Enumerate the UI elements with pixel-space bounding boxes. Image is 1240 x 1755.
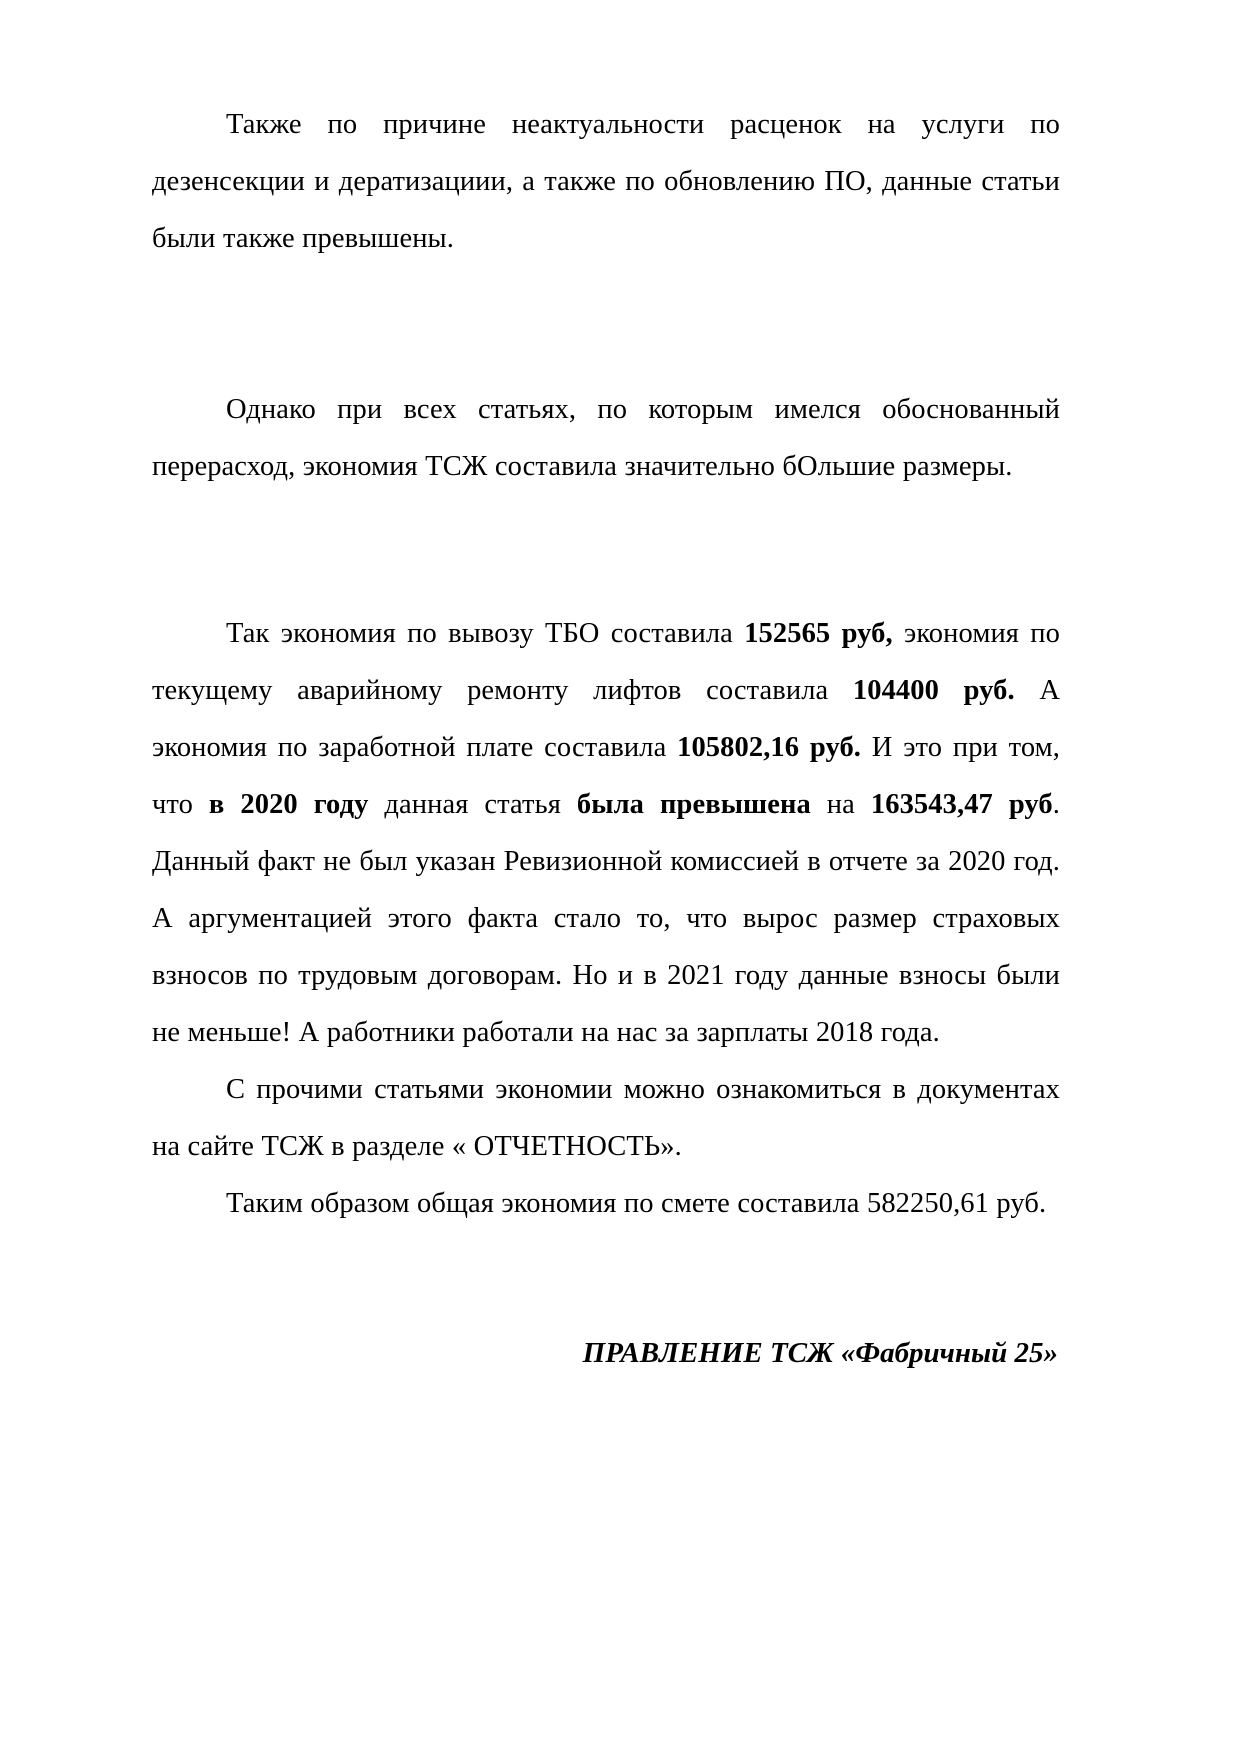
paragraph-otchetnost (152, 1061, 1060, 1175)
phrase-byla-prevyshena: была превышена (576, 789, 811, 820)
paragraph-spacer-2 (152, 495, 1060, 605)
amount-ekonomiya-lifty: 104400 руб. (852, 675, 1015, 706)
run-tail-revkomissiya: . Данный факт не был указан Ревизионной комиссией в отчете за 2020 год. А аргументацией этого факта стало то, что вырос размер страховых взносов по трудовым договорам. Но и в 2021 году данные взносы были не меньше! А работники работали на нас за зарплаты 2018 года. (152, 789, 1060, 1048)
run-na: на (810, 789, 871, 820)
paragraph-pererashod (152, 381, 1060, 495)
paragraph-ekonomiya-detali (152, 605, 1060, 1061)
paragraph-dezinsekciya-text: Также по причине неактуальности расценок на услуги по дезенсекции и дератизациии, а также по обновлению ПО, данные статьи были также превышены. (152, 109, 1060, 254)
amount-ekonomiya-tbo: 152565 руб, (744, 618, 893, 649)
paragraph-spacer-1 (152, 267, 1060, 381)
amount-prevyshenie-2020: 163543,47 руб (870, 789, 1053, 820)
run-tbo-lead: Так экономия по вывозу ТБО составила (226, 618, 745, 649)
paragraph-dezinsekciya (152, 96, 1060, 267)
phrase-v-2020-godu: в 2020 году (208, 789, 369, 820)
paragraph-pererashod-text: Однако при всех статьях, по которым имелся обоснованный перерасход, экономия ТСЖ составила значительно бОльшие размеры. (152, 394, 1060, 482)
run-dannaya-statya: данная статья (368, 789, 577, 820)
signature-block (152, 1330, 1060, 1376)
signature-pravlenie: ПРАВЛЕНИЕ ТСЖ «Фабричный 25» (582, 1337, 1058, 1369)
paragraph-otchetnost-text: С прочими статьями экономии можно ознакомиться в документах на сайте ТСЖ в разделе « ОТЧЕТНОСТЬ». (152, 1074, 1060, 1162)
run-zarplata-lead: А экономия по заработной плате составила (152, 675, 1061, 763)
paragraph-obshaya-ekonomiya-text: Таким образом общая экономия по смете составила 582250,61 руб. (226, 1188, 1047, 1219)
paragraph-obshaya-ekonomiya (152, 1175, 1060, 1232)
run-pri-tom: И это при том, что (152, 732, 1061, 820)
run-lifty-lead: экономия по текущему аварийному ремонту лифтов составила (152, 618, 1060, 706)
document-body (152, 96, 1060, 1376)
amount-ekonomiya-zarplata: 105802,16 руб. (677, 732, 862, 763)
